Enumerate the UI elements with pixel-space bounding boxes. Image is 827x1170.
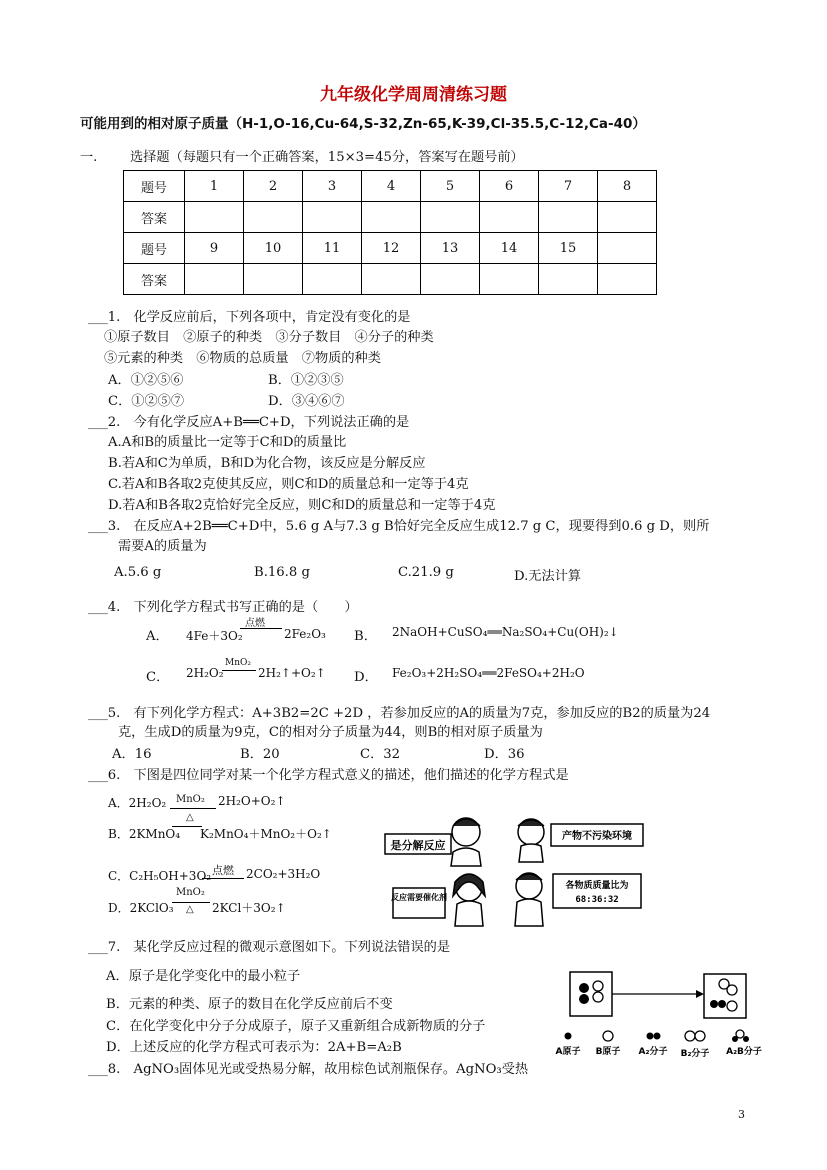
answer-cell[interactable] — [362, 202, 421, 233]
equation-left: 4Fe＋3O₂ — [186, 629, 243, 643]
student-icon — [518, 819, 544, 862]
question-3-stem: ___3. 在反应A+2B══C+D中，5.6 g A与7.3 g B恰好完全反应生成12.7 g C，现要得到0.6 g D，则所 — [88, 519, 710, 534]
option-a: A.A和B的质量比一定等于C和D的质量比 — [108, 435, 347, 450]
bubble-text: 产物不污染环境 — [562, 831, 632, 842]
option-d: D．36 — [484, 747, 525, 762]
table-cell: 题号 — [124, 171, 185, 202]
legend-label: B原子 — [595, 1047, 621, 1057]
atomic-masses: 可能用到的相对原子质量（H-1,O-16,Cu-64,S-32,Zn-65,K-39,Cl-35.5,C-12,Ca-40） — [80, 116, 646, 132]
option-a: A．原子是化学变化中的最小粒子 — [106, 969, 301, 984]
answer-cell[interactable] — [421, 202, 480, 233]
section-number: 一. — [80, 150, 98, 165]
table-cell: 12 — [362, 233, 421, 264]
table-row — [124, 202, 657, 233]
table-cell: 15 — [539, 233, 598, 264]
answer-cell[interactable] — [539, 264, 598, 295]
table-cell: 13 — [421, 233, 480, 264]
option-d: D． — [354, 670, 378, 685]
option-d: D．上述反应的化学方程式可表示为：2A+B=A₂B — [106, 1040, 402, 1055]
table-cell: 9 — [185, 233, 244, 264]
table-cell: 6 — [480, 171, 539, 202]
option-a: A．①②⑤⑥ — [108, 373, 184, 388]
answer-cell[interactable] — [185, 202, 244, 233]
reaction-condition: △ — [186, 812, 194, 823]
answer-cell[interactable] — [244, 264, 303, 295]
reaction-arrow — [170, 808, 216, 809]
reaction-condition: MnO₂ — [176, 887, 205, 898]
reaction-arrow — [172, 826, 202, 827]
option-c: C． — [146, 670, 170, 685]
answer-cell[interactable] — [480, 202, 539, 233]
answer-cell[interactable] — [185, 264, 244, 295]
option-d: D.若A和B各取2克恰好完全反应，则C和D的质量总和一定等于4克 — [108, 498, 496, 513]
question-1-items: ⑤元素的种类 ⑥物质的总质量 ⑦物质的种类 — [104, 351, 381, 366]
student-icon — [515, 873, 543, 926]
table-cell: 7 — [539, 171, 598, 202]
option-b: B．元素的种类、原子的数目在化学反应前后不变 — [106, 997, 393, 1012]
table-cell: 5 — [421, 171, 480, 202]
legend-label: B₂分子 — [680, 1049, 710, 1059]
option-d: D.无法计算 — [514, 569, 582, 584]
bubble-text: 68:36:32 — [575, 895, 619, 905]
equation-right: 2H₂O+O₂↑ — [218, 794, 286, 808]
bubble-text: 各物质质量比为 — [565, 881, 629, 891]
option-a: A．2H₂O₂ — [108, 796, 167, 810]
question-8-stem: ___8. AgNO₃固体见光或受热易分解，故用棕色试剂瓶保存。AgNO₃受热 — [88, 1062, 529, 1077]
question-4-stem: ___4. 下列化学方程式书写正确的是（ ） — [88, 600, 358, 615]
option-c: C．在化学变化中分子分成原子，原子又重新组合成新物质的分子 — [106, 1019, 486, 1034]
question-3-stem-cont: 需要A的质量为 — [118, 539, 207, 554]
option-b: B．①②③⑤ — [268, 373, 344, 388]
option-c: C.21.9 g — [398, 565, 454, 580]
question-7-stem: ___7. 某化学反应过程的微观示意图如下。下列说法错误的是 — [88, 940, 451, 955]
question-1-stem: ___1. 化学反应前后，下列各项中，肯定没有变化的是 — [88, 310, 411, 325]
question-2-stem: ___2. 今有化学反应A+B══C+D，下列说法正确的是 — [88, 415, 410, 430]
table-cell: 题号 — [124, 233, 185, 264]
bubble-text: 是分解反应 — [390, 839, 446, 852]
option-b: B．20 — [240, 747, 280, 762]
table-row — [124, 233, 657, 264]
legend-label: A原子 — [555, 1047, 581, 1057]
option-c: C．①②⑤⑦ — [108, 394, 185, 409]
answer-cell[interactable] — [303, 202, 362, 233]
reaction-condition: △ — [186, 904, 194, 915]
question-1-items: ①原子数目 ②原子的种类 ③分子数目 ④分子的种类 — [104, 330, 434, 345]
option-b: B.若A和C为单质，B和D为化合物，该反应是分解反应 — [108, 456, 426, 471]
reaction-condition: MnO₂ — [225, 658, 251, 668]
reaction-arrow — [202, 878, 244, 879]
table-cell: 11 — [303, 233, 362, 264]
answer-cell[interactable] — [539, 202, 598, 233]
table-cell: 3 — [303, 171, 362, 202]
table-cell: 14 — [480, 233, 539, 264]
micro-reaction-diagram — [555, 968, 772, 1060]
table-row — [124, 171, 657, 202]
equation: Fe₂O₃+2H₂SO₄══2FeSO₄+2H₂O — [392, 666, 585, 680]
page-number: 3 — [738, 1108, 745, 1121]
table-cell: 4 — [362, 171, 421, 202]
option-b: B．2KMnO₄ — [108, 827, 181, 841]
reaction-arrow — [172, 902, 210, 903]
page-title: 九年级化学周周清练习题 — [320, 85, 507, 105]
answer-cell[interactable] — [480, 264, 539, 295]
answer-cell[interactable] — [421, 264, 480, 295]
option-a: A.5.6 g — [114, 565, 162, 580]
legend-label: A₂B分子 — [726, 1047, 762, 1057]
option-d: D．③④⑥⑦ — [268, 394, 345, 409]
equation-right: 2CO₂+3H₂O — [246, 867, 321, 881]
table-row — [124, 264, 657, 295]
option-a: A．16 — [112, 747, 152, 762]
student-icon — [451, 818, 481, 866]
table-cell — [598, 233, 657, 264]
answer-cell[interactable] — [244, 202, 303, 233]
table-cell: 10 — [244, 233, 303, 264]
table-cell: 答案 — [124, 264, 185, 295]
question-5-stem: ___5. 有下列化学方程式：A+3B2=2C +2D ，若参加反应的A的质量为7克，参加反应的B2的质量为24 — [88, 706, 711, 721]
reaction-condition: MnO₂ — [176, 794, 205, 805]
equation-right: K₂MnO₄＋MnO₂＋O₂↑ — [200, 827, 332, 841]
before-box — [570, 972, 612, 1016]
reaction-arrow — [222, 670, 256, 671]
table-cell: 1 — [185, 171, 244, 202]
answer-cell[interactable] — [303, 264, 362, 295]
option-c: C．C₂H₅OH+3O₂ — [108, 869, 212, 883]
option-b: B． — [354, 629, 377, 644]
answer-cell[interactable] — [362, 264, 421, 295]
bubble-text: 反应需要催化剂 — [391, 893, 447, 902]
option-c: C.若A和B各取2克使其反应，则C和D的质量总和一定等于4克 — [108, 477, 469, 492]
table-cell: 2 — [244, 171, 303, 202]
reaction-condition: 点燃 — [245, 618, 265, 629]
table-cell: 答案 — [124, 202, 185, 233]
answer-cell[interactable] — [598, 202, 657, 233]
equation: 2NaOH+CuSO₄══Na₂SO₄+Cu(OH)₂↓ — [392, 625, 619, 639]
table-cell: 8 — [598, 171, 657, 202]
students-cartoon — [383, 808, 648, 930]
legend-label: A₂分子 — [638, 1047, 668, 1057]
student-icon — [453, 874, 485, 926]
reaction-condition: 点燃 — [212, 864, 234, 877]
equation-left: 2H₂O₂ — [186, 666, 224, 680]
question-6-stem: ___6. 下图是四位同学对某一个化学方程式意义的描述，他们描述的化学方程式是 — [88, 768, 569, 783]
option-c: C．32 — [360, 747, 401, 762]
answer-cell[interactable] — [598, 264, 657, 295]
answer-table — [123, 170, 657, 295]
equation-right: 2H₂↑+O₂↑ — [258, 666, 326, 680]
section-heading: 选择题（每题只有一个正确答案，15×3=45分，答案写在题号前） — [130, 150, 524, 165]
option-d: D．2KClO₃ — [108, 901, 174, 915]
question-5-stem-cont: 克，生成D的质量为9克，C的相对分子质量为44，则B的相对原子质量为 — [118, 725, 543, 740]
equation-right: 2KCl＋3O₂↑ — [212, 901, 286, 915]
reaction-arrow — [240, 628, 282, 629]
equation-right: 2Fe₂O₃ — [284, 627, 326, 641]
option-a: A． — [146, 629, 169, 644]
option-b: B.16.8 g — [254, 565, 310, 580]
